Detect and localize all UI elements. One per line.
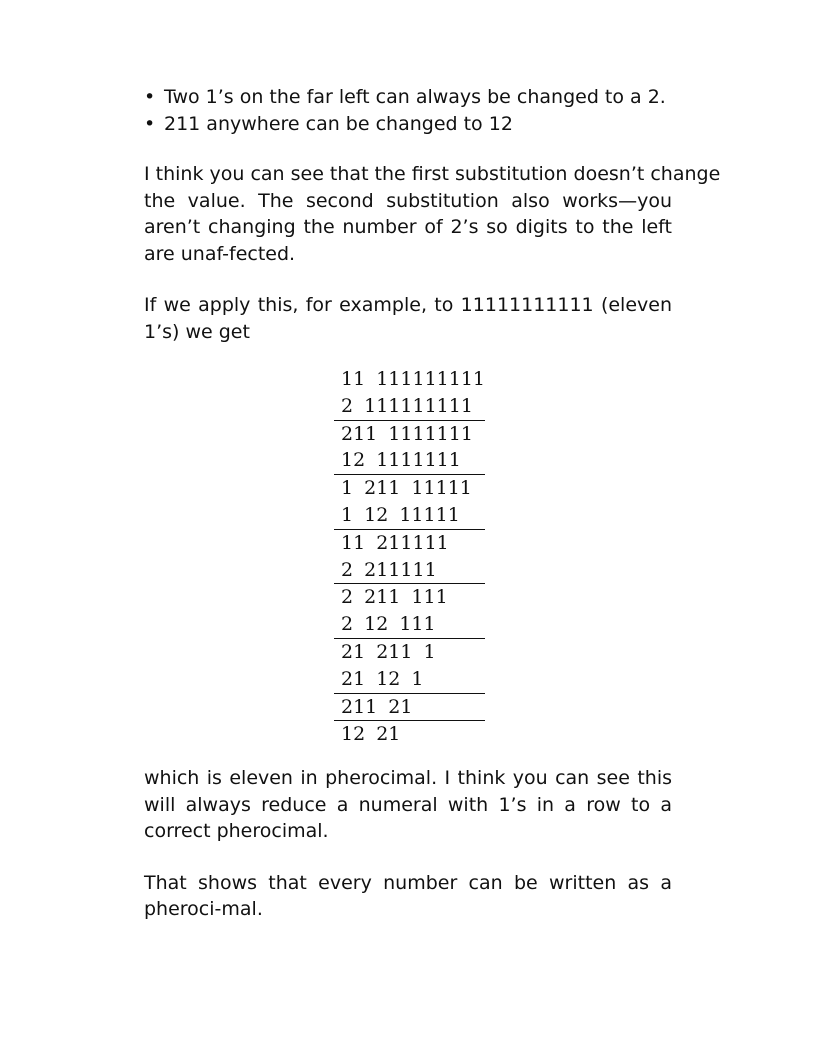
step-cell: 2 211 111 bbox=[341, 586, 448, 609]
table-row bbox=[334, 420, 485, 447]
step-cell: 211 21 bbox=[341, 695, 413, 718]
table-row bbox=[334, 693, 485, 721]
table-row bbox=[334, 721, 485, 748]
reduction-table bbox=[334, 366, 485, 748]
explanation-rest: the value. The second substitution also works—you aren’t changing the number of 2’s so digits to the left are unaf-fected. bbox=[144, 189, 672, 265]
rule-text: 211 anywhere can be changed to 12 bbox=[164, 113, 513, 135]
step-cell: 12 1111111 bbox=[334, 447, 485, 474]
conclusion-section bbox=[144, 765, 672, 923]
table-row bbox=[334, 666, 485, 693]
table-row bbox=[334, 502, 485, 529]
table-row bbox=[334, 529, 485, 556]
step-cell: 12 21 bbox=[341, 723, 401, 746]
list-item bbox=[144, 111, 672, 138]
explanation-first-line: I think you can see that the first substitution doesn’t change bbox=[144, 163, 721, 185]
reduction-steps bbox=[334, 366, 484, 748]
table-row bbox=[334, 366, 485, 393]
step-cell: 1 211 11111 bbox=[341, 477, 472, 500]
conclusion-paragraph: which is eleven in pherocimal. I think you can see this will always reduce a numeral with 1’s in a row to a correct pherocimal. bbox=[144, 767, 672, 842]
step-cell: 1 12 11111 bbox=[334, 502, 485, 529]
step-cell: 2 211111 bbox=[334, 557, 485, 584]
explanation-paragraph bbox=[144, 161, 721, 267]
rule-text: Two 1’s on the far left can always be changed to a 2. bbox=[164, 86, 666, 108]
step-cell: 211 1111111 bbox=[341, 422, 473, 445]
substitution-rules-list bbox=[144, 84, 672, 138]
step-cell: 2 111111111 bbox=[334, 393, 485, 420]
table-row bbox=[334, 475, 485, 502]
table-row bbox=[334, 447, 485, 474]
list-item bbox=[144, 84, 672, 111]
table-row bbox=[334, 393, 485, 420]
step-cell: 2 12 111 bbox=[334, 611, 485, 638]
table-row bbox=[334, 611, 485, 638]
bullet-marker: • bbox=[144, 113, 156, 135]
table-row bbox=[334, 557, 485, 584]
step-cell: 11 111111111 bbox=[341, 368, 486, 390]
table-row bbox=[334, 584, 485, 611]
example-intro-paragraph: If we apply this, for example, to 11111111111 (eleven 1’s) we get bbox=[144, 294, 672, 343]
document-page bbox=[144, 84, 721, 345]
step-cell: 21 211 1 bbox=[341, 640, 436, 663]
bullet-marker: • bbox=[144, 86, 156, 108]
step-cell: 21 12 1 bbox=[334, 666, 485, 693]
table-row bbox=[334, 638, 485, 665]
final-paragraph: That shows that every number can be written as a pheroci-mal. bbox=[144, 871, 672, 920]
step-cell: 11 211111 bbox=[341, 531, 449, 554]
